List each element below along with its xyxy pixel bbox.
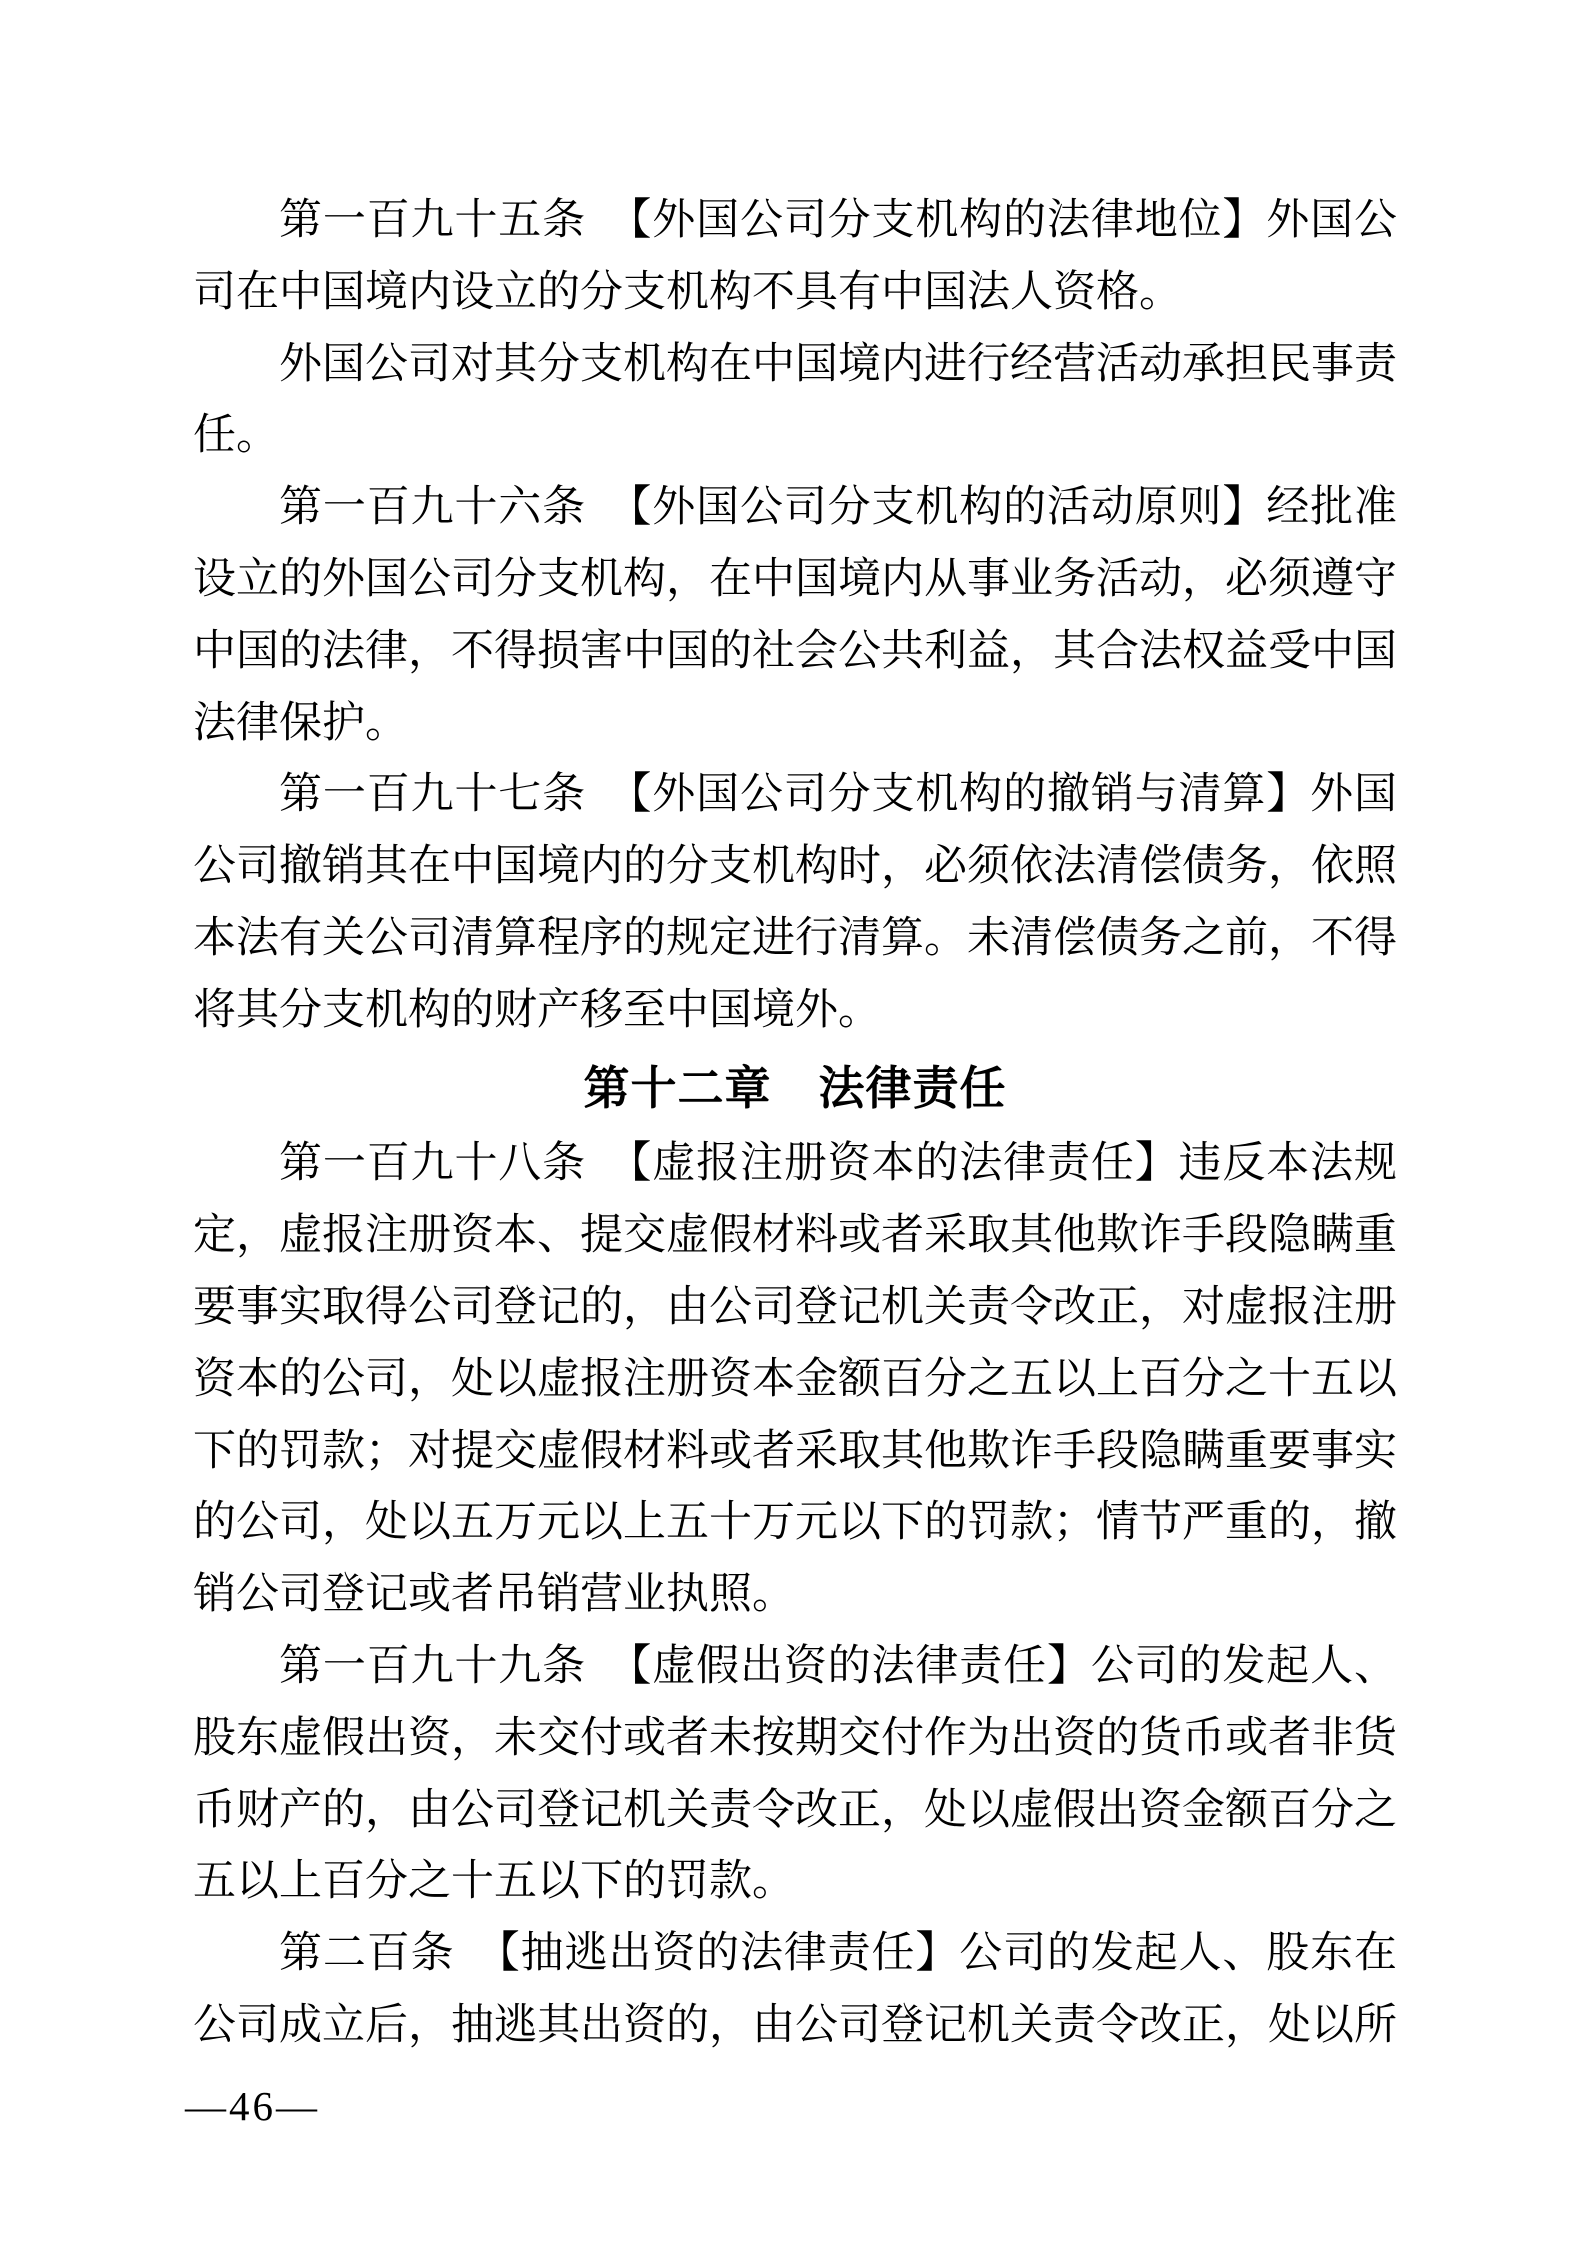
text-line: 本法有关公司清算程序的规定进行清算。未清偿债务之前，不得 — [193, 914, 1397, 962]
text-line: 股东虚假出资，未交付或者未按期交付作为出资的货币或者非货 — [193, 1714, 1397, 1762]
text-line: 第一百九十九条 【虚假出资的法律责任】公司的发起人、 — [279, 1642, 1397, 1690]
paragraph — [193, 329, 1397, 473]
text-line: 中国的法律，不得损害中国的社会公共利益，其合法权益受中国 — [193, 627, 1397, 675]
text-line: 第二百条 【抽逃出资的法律责任】公司的发起人、股东在 — [279, 1930, 1397, 1978]
paragraph — [193, 472, 1397, 759]
text-line: 公司成立后，抽逃其出资的，由公司登记机关责令改正，处以所 — [193, 2001, 1397, 2049]
chapter-block — [193, 1053, 1397, 1125]
text-line: 要事实取得公司登记的，由公司登记机关责令改正，对虚报注册 — [193, 1283, 1397, 1331]
text-line: 司在中国境内设立的分支机构不具有中国法人资格。 — [193, 268, 1182, 316]
text-line: 第一百九十六条 【外国公司分支机构的活动原则】经批准 — [279, 484, 1397, 532]
text-line: 的公司，处以五万元以上五十万元以下的罚款；情节严重的，撤 — [193, 1499, 1397, 1547]
paragraph — [193, 1918, 1397, 2062]
document-body — [193, 185, 1397, 2062]
text-line: 第一百九十八条 【虚报注册资本的法律责任】违反本法规 — [279, 1140, 1397, 1188]
text-line: 资本的公司，处以虚报注册资本金额百分之五以上百分之十五以 — [193, 1355, 1397, 1403]
chapter-heading: 第十二章 法律责任 — [583, 1061, 1007, 1114]
text-line: 第一百九十五条 【外国公司分支机构的法律地位】外国公 — [279, 197, 1397, 244]
text-line: 法律保护。 — [193, 699, 408, 747]
text-line: 将其分支机构的财产移至中国境外。 — [193, 986, 881, 1034]
paragraph — [193, 1128, 1397, 1631]
text-line: 币财产的，由公司登记机关责令改正，处以虚假出资金额百分之 — [193, 1786, 1397, 1834]
page-number: —46— — [185, 2083, 320, 2129]
text-line: 定，虚报注册资本、提交虚假材料或者采取其他欺诈手段隐瞒重 — [193, 1212, 1397, 1260]
text-line: 任。 — [193, 412, 279, 460]
text-line: 公司撤销其在中国境内的分支机构时，必须依法清偿债务，依照 — [193, 843, 1397, 891]
text-line: 第一百九十七条 【外国公司分支机构的撤销与清算】外国 — [279, 771, 1397, 819]
text-line: 设立的外国公司分支机构，在中国境内从事业务活动，必须遵守 — [193, 555, 1397, 603]
text-line: 下的罚款；对提交虚假材料或者采取其他欺诈手段隐瞒重要事实 — [193, 1427, 1397, 1475]
text-line: 五以上百分之十五以下的罚款。 — [193, 1858, 795, 1906]
text-line: 外国公司对其分支机构在中国境内进行经营活动承担民事责 — [279, 340, 1397, 388]
paragraph — [193, 759, 1397, 1046]
paragraph — [193, 185, 1397, 329]
text-line: 销公司登记或者吊销营业执照。 — [193, 1571, 795, 1619]
paragraph — [193, 1631, 1397, 1918]
